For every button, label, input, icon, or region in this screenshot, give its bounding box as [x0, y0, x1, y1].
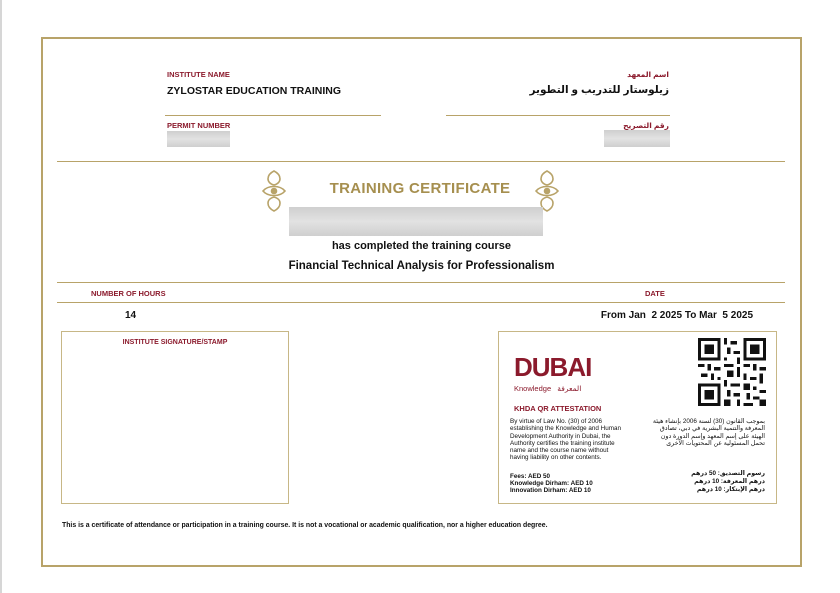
hours-label: NUMBER OF HOURS [91, 289, 166, 298]
signature-label: INSTITUTE SIGNATURE/STAMP [122, 339, 228, 346]
permit-number-label-ar: رقم التصريح [623, 121, 669, 130]
header-divider [57, 161, 785, 162]
institute-name-label-ar: اسم المعهد [627, 70, 669, 79]
details-divider [57, 302, 785, 303]
khda-attestation-title: KHDA QR ATTESTATION [514, 404, 602, 413]
knowledge-logo-en: Knowledge [514, 384, 552, 393]
certificate-title: TRAINING CERTIFICATE [329, 180, 511, 197]
viewer-left-edge [0, 0, 2, 593]
completed-statement: has completed the training course [331, 240, 512, 252]
left-ornament-icon [259, 169, 289, 213]
fee-line-ar: درهم الإبتكار: 10 درهم [696, 486, 765, 493]
course-name: Financial Technical Analysis for Professionalism [288, 260, 555, 272]
knowledge-logo-ar: المعرفة [557, 384, 582, 393]
permit-number-label: PERMIT NUMBER [167, 121, 231, 130]
date-value: From Jan 2 2025 To Mar 5 2025 [600, 310, 753, 321]
course-divider [57, 282, 785, 283]
dubai-logo: DUBAI [514, 352, 592, 382]
institute-name-underline [165, 115, 381, 116]
fee-line: Innovation Dirham: AED 10 [510, 487, 591, 494]
institute-name-label: INSTITUTE NAME [167, 70, 230, 79]
permit-number-redacted-ar [604, 130, 670, 147]
fee-line: Fees: AED 50 [510, 473, 551, 480]
date-label: DATE [645, 289, 665, 298]
disclaimer-text: This is a certificate of attendance or participation in a training course. It is not a vocational or academic qualification, nor a higher education degree. [62, 522, 548, 529]
recipient-name-redacted [289, 207, 543, 236]
knowledge-logo-text [514, 384, 581, 393]
institute-name-underline-ar [446, 115, 670, 116]
hours-value: 14 [125, 310, 137, 321]
fee-line-ar: درهم المعرفة: 10 درهم [694, 478, 765, 485]
khda-fees-ar [691, 470, 765, 494]
fee-line: Knowledge Dirham: AED 10 [510, 480, 593, 487]
qr-code-icon[interactable] [698, 338, 766, 406]
signature-box [61, 331, 289, 504]
khda-body-ar: بموجب القانون (30) لسنة 2006 بإنشاء هيئة المعرفة والتنمية البشرية في دبي، تصادق الهيئة على إسم المعهد وإسم الدورة دون تحمل المسئولية عن المحتويات الأخرى [652, 418, 765, 447]
permit-number-redacted [167, 131, 230, 147]
khda-fees-en [510, 473, 593, 494]
khda-body-en: By virtue of Law No. (30) of 2006 establishing the Knowledge and Human Development Authority in Dubai, the Authority certifies the training institute name and the course name without having liability on other contents. [510, 418, 621, 462]
institute-name-value-ar: زيلوستار للتدريب و التطوير [529, 84, 669, 96]
fee-line-ar: رسوم التصديق: 50 درهم [691, 470, 765, 477]
institute-name-value: ZYLOSTAR EDUCATION TRAINING [167, 85, 342, 97]
khda-attestation-box [498, 331, 777, 504]
